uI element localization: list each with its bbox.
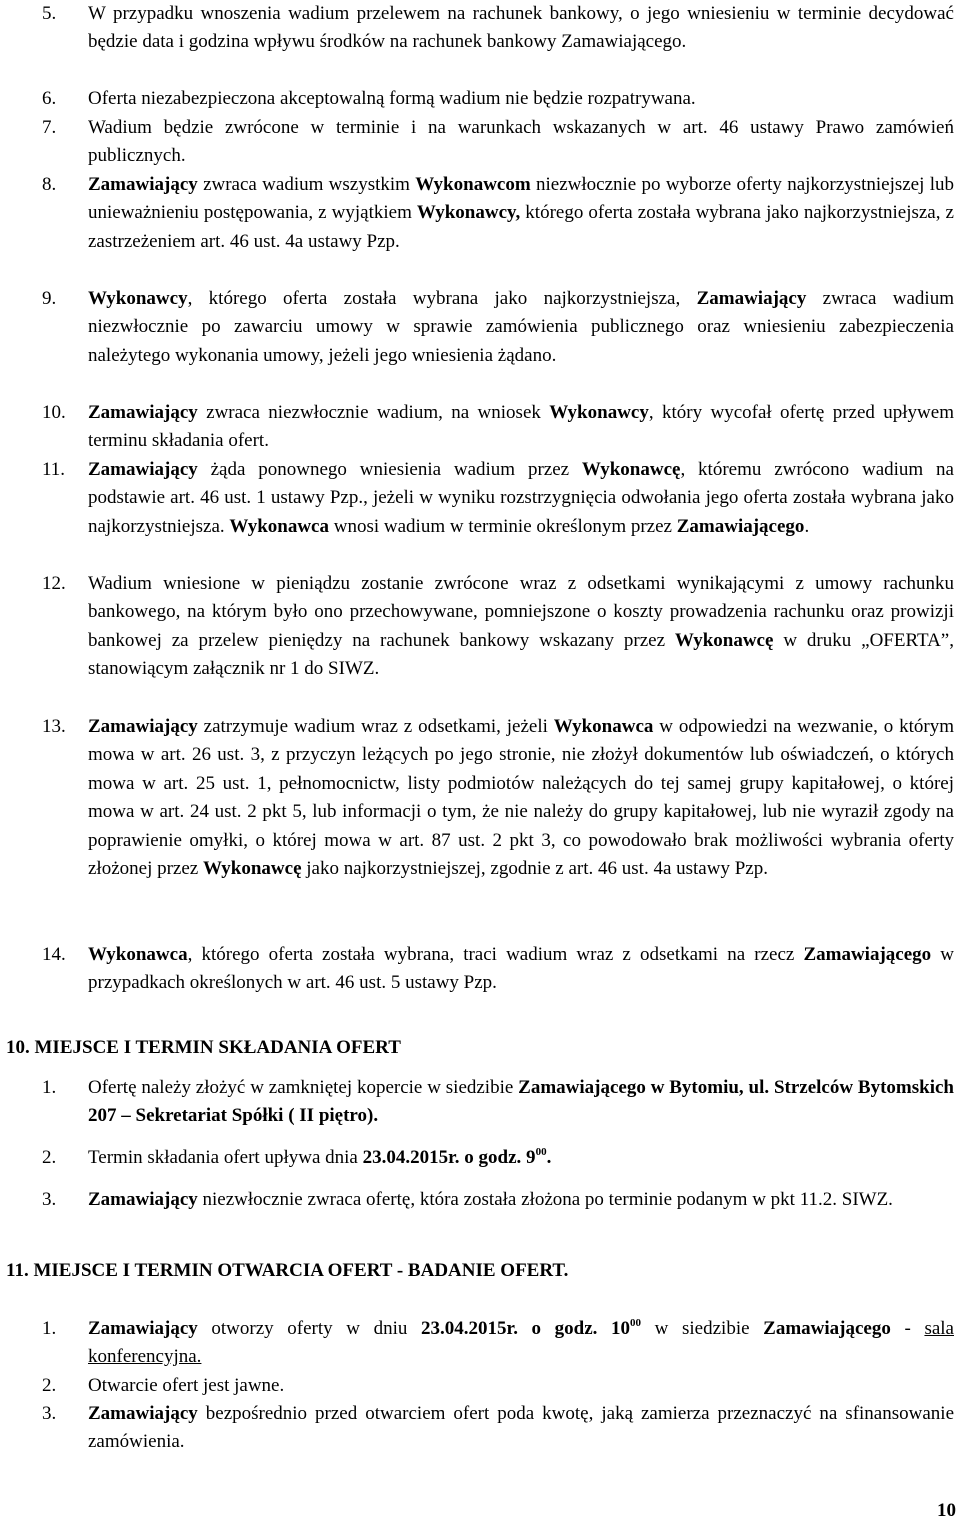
text-run: żąda ponownego wniesienia wadium przez xyxy=(197,459,582,480)
text-run: Wykonawcę xyxy=(581,459,681,480)
text-run: Wykonawca xyxy=(88,944,188,965)
text-run: niezwłocznie po wyborze oferty najkorzystniejszej lub unieważnieniu postępowania, z wyjątkiem xyxy=(88,174,954,224)
text-run: zwraca niezwłocznie wadium, na wniosek xyxy=(197,402,550,423)
list-item-number: 14. xyxy=(42,944,66,965)
list-item-text xyxy=(88,285,954,370)
list-item-text xyxy=(88,114,954,171)
list-item-text xyxy=(88,570,954,684)
list-item-number: 3. xyxy=(42,1189,57,1210)
text-run: . xyxy=(546,1147,552,1168)
list-item-text xyxy=(88,0,954,57)
text-run: Wykonawca xyxy=(553,716,654,737)
text-run: , któremu zwrócono wadium na podstawie art. 46 ust. 1 ustawy Pzp., jeżeli w wyniku rozstrzygnięcia odwołania jego oferta została wybrana jako najkorzystniejsza. xyxy=(88,459,954,537)
text-run: Wadium wniesione w pieniądzu zostanie zwrócone wraz z odsetkami wynikającymi z umowy rachunku bankowego, na którym było ono przechowywane, pomniejszone o koszty prowadzenia rachunku oraz prowizji bankowej za przelew pieniędzy na rachunek bankowy wskazany przez xyxy=(88,573,954,651)
text-run: Zamawiający xyxy=(88,402,198,423)
list-item-text xyxy=(88,941,954,998)
text-run: Zamawiającego xyxy=(676,515,805,537)
list-item-text xyxy=(88,85,954,113)
text-run: 23.04.2015r. o godz. 9 xyxy=(362,1147,536,1168)
text-run: Wykonawcy xyxy=(88,288,188,309)
list-item-text xyxy=(88,1186,954,1214)
text-run: , którego oferta została wybrana, traci wadium wraz z odsetkami na rzecz xyxy=(187,944,804,965)
list-item-number: 9. xyxy=(42,288,57,309)
list-item-text xyxy=(88,1074,954,1131)
text-run: Zamawiający xyxy=(88,1403,198,1424)
list-item-text xyxy=(88,713,954,883)
list-item-text xyxy=(88,1144,954,1172)
text-run: bezpośrednio przed otwarciem ofert poda kwotę, jaką zamierza przeznaczyć na sfinansowanie zamówienia. xyxy=(88,1403,954,1453)
list-item-number: 13. xyxy=(42,716,66,737)
text-run: Wadium będzie zwrócone w terminie i na warunkach wskazanych w art. 46 ustawy Prawo zamówień publicznych. xyxy=(88,117,954,167)
text-run: W przypadku wnoszenia wadium przelewem na rachunek bankowy, o jego wniesieniu w terminie decydować będzie data i godzina wpływu środków na rachunek bankowy Zamawiającego. xyxy=(88,3,954,53)
text-run: Wykonawca xyxy=(229,515,329,537)
list-item-text xyxy=(88,1400,954,1457)
text-run: Wykonawcy xyxy=(549,402,649,423)
text-run: niezwłocznie zwraca ofertę, która została złożona po terminie podanym w pkt 11.2. SIWZ. xyxy=(197,1189,893,1210)
text-run: Wykonawcy, xyxy=(416,202,521,224)
text-run: Wykonawcom xyxy=(415,174,531,195)
list-item-text xyxy=(88,1372,954,1400)
text-run: Zamawiający xyxy=(696,288,807,309)
text-run: - xyxy=(890,1318,925,1339)
text-run: zwraca wadium niezwłocznie po zawarciu umowy w sprawie zamówienia publicznego oraz wniesieniu zabezpieczenia należytego wykonania umowy, jeżeli jego wniesienia żądano. xyxy=(88,288,954,366)
text-run: zwraca wadium wszystkim xyxy=(197,174,416,195)
text-run: Wykonawcę xyxy=(202,858,302,880)
list-item-text xyxy=(88,399,954,456)
text-run: otworzy oferty w dniu xyxy=(197,1318,421,1339)
section-heading: 10. MIEJSCE I TERMIN SKŁADANIA OFERT xyxy=(6,1037,401,1058)
text-run: Zamawiający xyxy=(88,1189,198,1210)
text-run: w odpowiedzi na wezwanie, o którym mowa w art. 26 ust. 3, z przyczyn leżących po jego stronie, nie złożył dokumentów lub oświadczeń, o których mowa w art. 25 ust. 1, pełnomocnictw, listy podmiotów należących do tej samej grupy kapitałowej, o której mowa w art. 24 ust. 2 pkt 5, lub informacji o tym, że nie należy do grupy kapitałowej, lub nie wyraził zgody na poprawienie omyłki, o której mowa w art. 87 ust. 2 pkt 3, co powodowało brak możliwości wybrania oferty złożonej przez xyxy=(88,716,954,880)
list-item-number: 12. xyxy=(42,573,66,594)
list-item-number: 3. xyxy=(42,1403,57,1424)
text-run: 00 xyxy=(535,1146,547,1158)
list-item-text xyxy=(88,171,954,256)
list-item-number: 8. xyxy=(42,174,57,195)
text-run: . xyxy=(804,515,810,537)
text-run: Oferta niezabezpieczona akceptowalną formą wadium nie będzie rozpatrywana. xyxy=(88,88,696,109)
text-run: Ofertę należy złożyć w zamkniętej kopercie w siedzibie xyxy=(88,1077,519,1098)
text-run: Zamawiający xyxy=(88,1318,198,1339)
text-run: wnosi wadium w terminie określonym przez xyxy=(329,515,677,537)
section-heading: 11. MIEJSCE I TERMIN OTWARCIA OFERT - BADANIE OFERT. xyxy=(6,1260,569,1281)
text-run: w przypadkach określonych w art. 46 ust. 5 ustawy Pzp. xyxy=(88,944,954,994)
text-run: Otwarcie ofert jest jawne. xyxy=(88,1375,285,1396)
list-item-number: 10. xyxy=(42,402,66,423)
text-run: , którego oferta została wybrana jako najkorzystniejsza, xyxy=(187,288,697,309)
list-item-number: 1. xyxy=(42,1318,57,1339)
text-run: w druku „OFERTA”, stanowiącym załącznik nr 1 do SIWZ. xyxy=(88,629,954,680)
text-run: Zamawiający xyxy=(88,716,198,737)
text-run: Zamawiającego xyxy=(803,944,932,965)
text-run: którego oferta została wybrana jako najkorzystniejsza, z zastrzeżeniem art. 46 ust. 4a ustawy Pzp. xyxy=(88,202,954,252)
text-run: w siedzibie xyxy=(641,1318,764,1339)
text-run: Zamawiający xyxy=(88,459,198,480)
page-number: 10 xyxy=(937,1500,956,1521)
list-item-number: 5. xyxy=(42,3,57,24)
text-run: Termin składania ofert upływa dnia xyxy=(88,1147,363,1168)
text-run: Zamawiającego w Bytomiu, ul. Strzelców Bytomskich 207 – Sekretariat Spółki ( II piętro). xyxy=(88,1077,954,1127)
text-run: Zamawiający xyxy=(88,174,198,195)
list-item-number: 2. xyxy=(42,1147,57,1168)
list-item-number: 6. xyxy=(42,88,57,109)
text-run: , który wycofał ofertę przed upływem terminu składania ofert. xyxy=(88,402,954,452)
list-item-text xyxy=(88,456,954,541)
text-run: 00 xyxy=(630,1317,642,1329)
list-item-number: 7. xyxy=(42,117,57,138)
list-item-number: 11. xyxy=(42,459,66,480)
text-run: sala konferencyjna. xyxy=(88,1318,954,1368)
list-item-number: 2. xyxy=(42,1375,57,1396)
list-item-number: 1. xyxy=(42,1077,57,1098)
text-run: jako najkorzystniejszej, zgodnie z art. 46 ust. 4a ustawy Pzp. xyxy=(301,858,768,880)
text-run: Zamawiającego xyxy=(763,1318,891,1339)
text-run: 23.04.2015r. o godz. 10 xyxy=(421,1318,631,1339)
text-run: Wykonawcę xyxy=(674,629,774,651)
list-item-text xyxy=(88,1315,954,1372)
text-run: zatrzymuje wadium wraz z odsetkami, jeżeli xyxy=(197,716,554,737)
